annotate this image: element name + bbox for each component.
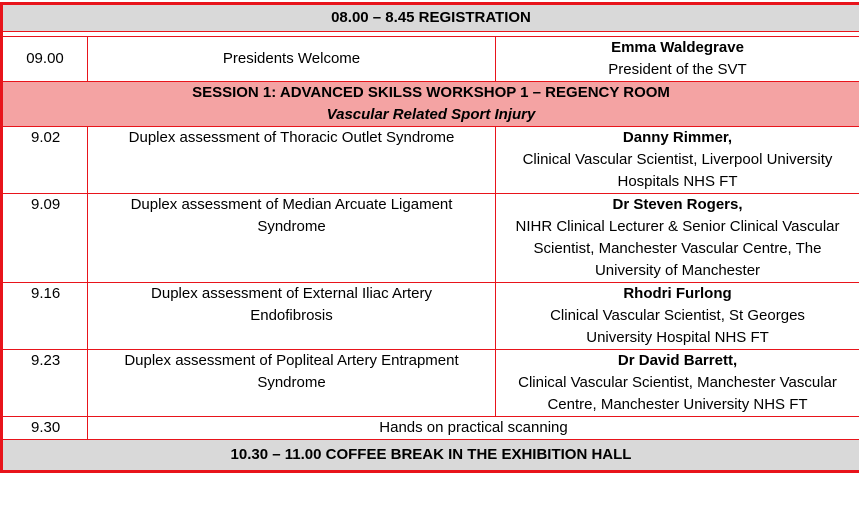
coffee-row [2,440,859,472]
coffee-banner: 10.30 – 11.00 COFFEE BREAK IN THE EXHIBITION HALL [2,440,859,472]
speaker-name: Danny Rimmer, [622,129,733,146]
talk-row [2,194,859,283]
talk-title: Duplex assessment of External Iliac Artery Endofibrosis [88,283,496,350]
talk-time: 9.23 [2,350,88,417]
speaker-role: Clinical Vascular Scientist, Liverpool University Hospitals NHS FT [522,151,833,190]
talk-row [2,350,859,417]
talk-row [2,283,859,350]
session-header-row [2,82,859,127]
speaker-name: Dr Steven Rogers, [612,196,743,213]
practical-title: Hands on practical scanning [88,417,859,440]
talk-title: Duplex assessment of Median Arcuate Ligament Syndrome [88,194,496,283]
talk-title: Duplex assessment of Thoracic Outlet Syndrome [88,127,496,194]
talk-speaker [496,283,859,350]
programme-table [0,2,859,473]
talk-speaker [496,194,859,283]
welcome-row [2,37,859,82]
speaker-name: Dr David Barrett, [617,352,738,369]
speaker-role: Clinical Vascular Scientist, St Georges University Hospital NHS FT [550,307,805,346]
practical-row [2,417,859,440]
speaker-role: President of the SVT [608,61,747,78]
session-header [2,82,859,127]
welcome-title: Presidents Welcome [88,37,496,82]
talk-speaker [496,350,859,417]
speaker-name: Emma Waldegrave [611,39,744,56]
speaker-role: Clinical Vascular Scientist, Manchester Vascular Centre, Manchester University NHS FT [518,374,837,413]
session-subtitle: Vascular Related Sport Injury [326,106,536,123]
talk-title: Duplex assessment of Popliteal Artery Entrapment Syndrome [88,350,496,417]
talk-time: 9.09 [2,194,88,283]
talk-speaker [496,127,859,194]
registration-row [2,4,859,32]
speaker-role: NIHR Clinical Lecturer & Senior Clinical Vascular Scientist, Manchester Vascular Centre, The University of Manchester [515,218,840,279]
talk-time: 9.02 [2,127,88,194]
talk-time: 9.16 [2,283,88,350]
talk-row [2,127,859,194]
practical-time: 9.30 [2,417,88,440]
registration-banner: 08.00 – 8.45 REGISTRATION [2,4,859,32]
welcome-speaker [496,37,859,82]
speaker-name: Rhodri Furlong [623,285,732,302]
welcome-time: 09.00 [2,37,88,82]
session-title: SESSION 1: ADVANCED SKILSS WORKSHOP 1 – REGENCY ROOM [192,84,670,101]
